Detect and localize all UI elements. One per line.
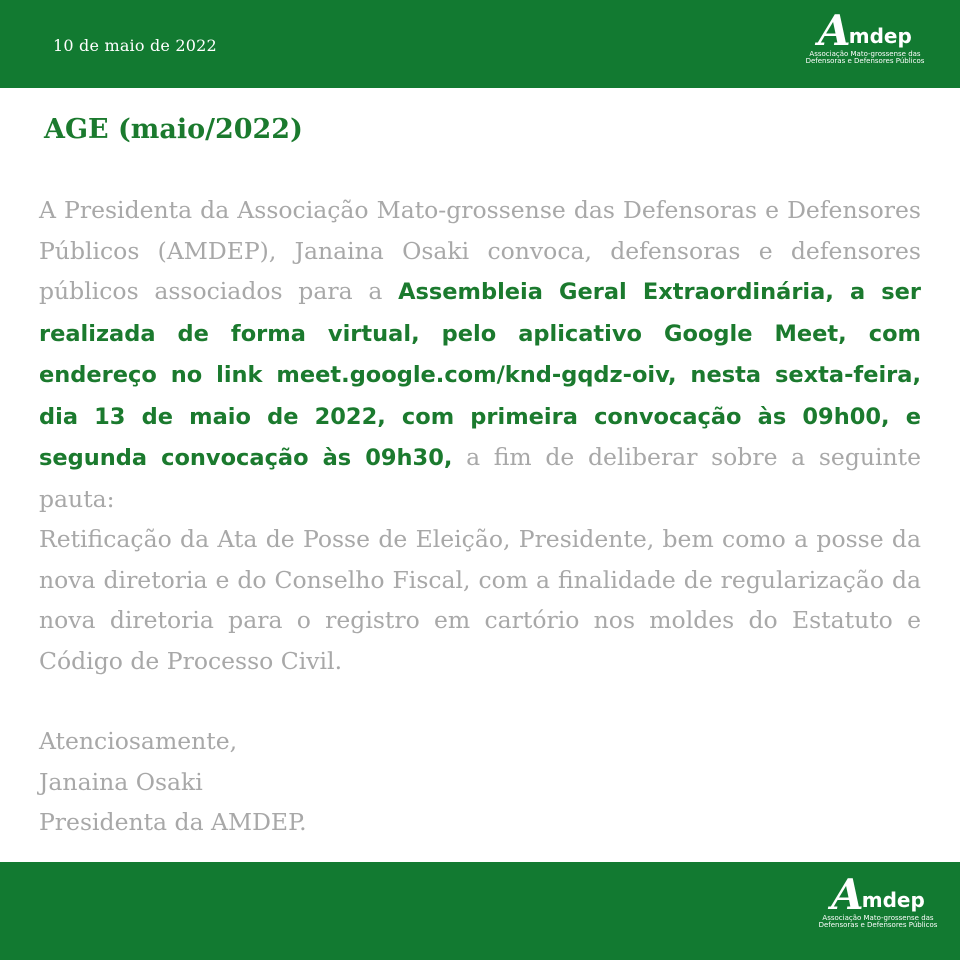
signature-role: Presidenta da AMDEP. [39,808,307,836]
logo-rest: mdep [848,24,912,48]
convocation-intro: A Presidenta da Associação Mato-grossense das Defensoras e Defensores Públicos (AMDEP), Janaina Osaki convoca, defensoras e defensores públicos associados para a [39,196,921,305]
page-title: AGE (maio/2022) [44,114,303,145]
notice-content [39,190,921,843]
amdep-logo-footer [813,870,943,930]
amdep-logo-header [800,6,930,66]
signature-name: Janaina Osaki [39,767,203,796]
logo-tagline-1: Associação Mato-grossense das [809,50,921,58]
logo-tagline-2: Defensoras e Defensores Públicos [818,921,938,929]
signature-closing: Atenciosamente, [39,727,238,755]
spacer [39,681,921,721]
publication-date: 10 de maio de 2022 [53,36,217,55]
logo-initial: A [818,6,851,55]
convocation-outro: a fim de deliberar sobre a seguinte pauta: [39,443,921,513]
agenda-paragraph: Retificação da Ata de Posse de Eleição, Presidente, bem como a posse da nova diretoria e do Conselho Fiscal, com a finalidade de regularização da nova diretoria para o registro em cartório nos moldes do Estatuto e Código de Processo Civil. [39,525,921,675]
convocation-paragraph [39,190,921,519]
logo-initial: A [831,870,864,919]
logo-tagline-2: Defensoras e Defensores Públicos [805,57,925,65]
logo-rest: mdep [861,888,925,912]
assembly-details: Assembleia Geral Extraordinária, a ser realizada de forma virtual, pelo aplicativo Google Meet, com endereço no link meet.google.com/knd-gqdz-oiv, nesta sexta-feira, dia 13 de maio de 2022, com primeira convocação às 09h00, e segunda convocação às 09h30, [39,279,921,471]
logo-tagline-1: Associação Mato-grossense das [822,914,934,922]
